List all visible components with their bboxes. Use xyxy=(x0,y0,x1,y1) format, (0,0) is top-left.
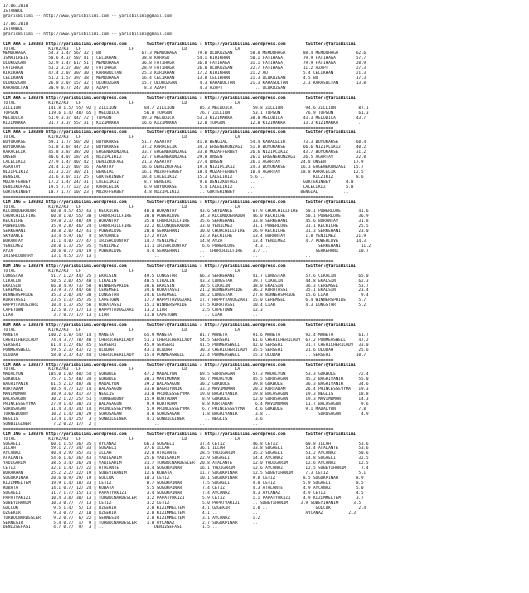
text-line: ILLAH 59.1 2.7/ 34/ 33 | SUGAELI 37.6 ILLAH 36.1 ILLAH 33.8 SUGAELI 53.4 ATALANTE 53.6 xyxy=(3,446,369,451)
text-line: KORATASSI 23.5 1.3/ 35/ 35 | CAPETOWN 17.7 HAPPYTAVUGZARI 17.7 HAPPYTAVUGZARI 15.0 CEREMSEL 6.4 WINNERSPRIDE 5.7 xyxy=(3,298,367,303)
text-line: KIZIMMELTEM 19.9 1.4/ 18/ 33 | CETIZ 8.7 SOGUKPINAR 7.5 SUGAELI 4.8 CETIZ 5.9 SUGAELI 8.5 xyxy=(3,481,364,485)
text-line: LIAR 3.7 0.7/ 17/ 13 | LIAR 11.0 CAPETOWN .. LIAR .. xyxy=(3,313,258,318)
text-line: KUBATA 14.1 0.7/ 12/ 24 | KUBATA 5.5 SOGUKPINAR 7.4 CETIZ 4.3 ATALANTE 4.9 AYCANAZ 5.0 xyxy=(3,485,364,490)
text-line: FATIHAGA 53.2 3.2/ 30/ 30 | FATIHAGA 28.9 FATIHAGA 26.8 ULUKOZGAN 22.7 FATIHAGA 11.2 AZAPT 27.3 xyxy=(3,66,367,71)
text-line: MAVIMUMAN 38.9 3.6/ 41/ 37 | NEGLIS 33.0 PRINCESSEYYMA 19.0 BAGRIYANIK 19.8 BALASAGUN 19.3 NEGLIS 18.8 xyxy=(3,392,369,397)
text-line: =================================================================================================================================== xyxy=(3,258,334,263)
text-line: CIM ARA = 138383 http://yarisbilimi.wordpress.com twitter:@YarisBilimi : http://yarisbilimi.wordpress.com twitter:@YarisBilimi xyxy=(3,41,356,46)
text-line: OZGEKIR 9.3 0.7/ 2/ 10 | OZGEKIR 2.8 KIZIMMELTEM 4.1 .. .. AYCANAZ 2.3 xyxy=(3,510,356,515)
text-line: CIM ARA = 138370 http://yarisbilimi.wordpress.com twitter:@YarisBilimi : http://yarisbilimi.wordpress.com twitter:@YarisBilimi xyxy=(3,95,356,100)
text-line: =================================================================================================================================== xyxy=(3,194,334,199)
text-line: UNSEN 40.6 4.0/ 18/ 24 | NIZIPLIKIZ 22.7 ERGENEKONZAGI 29.8 UNSEN 26.1 ERGENEKONZAGI 26.5 AGARTAY 22.8 xyxy=(3,155,367,160)
text-line: BUYUKAKSE 59.1 1.7/ 50/ 20 | BUYUKAKSE 51.7 AGARTAY 41.8 BENGIAL 54.4 KARACELIK 73.3 BUYUKAKSE 60.4 xyxy=(3,140,367,145)
text-line: TOTAL K1/K2/K3 LF LF LD LA xyxy=(3,367,240,372)
text-line: SUGAELI 11.7 1.7/ 15/ 11 | PAPATYAKIZI 3.4 SOGUKPINAR 7.4 AYCANAZ 4.3 AYCANAZ 4.9 CETIZ 4.5 xyxy=(3,490,364,495)
text-line: TOTAL K1/K2/K3 LF LF LD LA xyxy=(3,100,240,105)
text-line: ISTANBUL xyxy=(3,8,24,13)
text-line: KARABULTAN 30.9 0.7/ 24/ 30 | AZAPT 8.3 AZAPT 4.3 AZAPT .. ULUKOZGAN xyxy=(3,86,359,90)
text-line: =================================================================================================================================== xyxy=(3,357,334,362)
text-line: SONBILGINER 7.2 0.2/ 17/ 2 | .. .. .. xyxy=(3,421,258,426)
text-line: ATALANTE 54.6 1.6/ 36/ 43 | YADIGARIM 25.6 YADIGARIM 22.9 SUGAELI 14.4 AYCANAZ 14.8 SUGAELI 32.5 xyxy=(3,456,369,461)
text-line: PAPATYAKIZI 10.4 3.8/ 30/ 13 | TURBOCNARDESLER 3.2 PAPATYAKIZI 5.9 CETIZ 1.1 PAPATYAKIZI 4.9 KIZIMMELTEM 3.7 xyxy=(3,495,364,500)
text-line: CIM ARA = 138377 http://yarisbilimi.wordpress.com twitter:@YarisBilimi : http://yarisbilimi.wordpress.com twitter:@YarisBilimi xyxy=(3,362,356,367)
text-line: ULUDAH 58.0 2.3/ 43/ 44 | CHERICHERILADY 15.4 PONMEASWELL 22.4 PONMEASWELL 15.3 ULUDAH .. SERSERI 10.7 xyxy=(3,352,367,357)
text-line: 17.06.2018 xyxy=(3,4,29,8)
text-line: 17.06.2018 xyxy=(3,21,29,26)
text-line: IRISHCOUNTRY 13.1 4.5/ 27/ 13 | .. .. .. .. xyxy=(3,253,311,258)
text-line: TURBOCNARDESLER 9.2 0.7/ 6/ 22 | SERNESIR 2.8 KIZIMMELTEM 3.1 AYCANAZ 1.2 xyxy=(3,515,261,520)
text-line: GOKTEKINBEY 10.7 1.7/ 10/ 23 | MUZAFFERBEY 4.8 NIZIPLIKIZ .. GOKTEKINBEY .. BENGIAL .. xyxy=(3,189,349,194)
text-line: BALASAGUN 30.2 1.2/ 25/ 51 | TURNEBOUNY 15.9 KURTADAM 8.9 GOKBULE 12.0 SORUSAGAN 19.3 MAVIMUMAN 14.3 xyxy=(3,397,369,402)
text-line: SUBEYIHANIM 10.3 0.7/ 7/ 13 | CETIZ 3.2 CETIZ 5.0 PAPATYAKIZI .. SUBEYIHANIM 3.9 SUBEYIHANIM 3.5 xyxy=(3,500,361,505)
text-line: CEREMSEL 33.9 3.7/ 44/ 66 | CEREMSEL 34.6 KORATASSI 21.2 WINNERSPRIDE 36.2 KORATASSI 35.1 EKALSIN 23.4 xyxy=(3,288,369,293)
text-line: POWERLOVE 35.9 2.8/ 46/ 24 | CHURCHILLFIRE 32.2 KLCONQUERADOR 33.0 YENILMEZ 31.1 POWERLOVE 31.1 KECKICHE 25.5 xyxy=(3,224,369,229)
text-line: SUGAELI 60.1 1.5/ 36/ 35 | AYCANAZ 66.3 SUGAELI 37.4 CETIZ 46.8 CETIZ 60.8 ILLAH 53.6 xyxy=(3,441,369,446)
text-line: SORUSAGAN 31.4 3.4/ 34/ 14 | PRINCESSEYYMA 5.9 PRINCESSEYYMA 6.7 PRINCESSEYYMA 4.6 GOKBULE 9.1 MADALYON 7.8 xyxy=(3,406,367,411)
text-line: YADIGARIM 38.5 3.4/ 26/ 24 | YADIGARIM 31.7 TURBOCNARDESLER 20.8 ATALANTE 12.0 YADIGARIM 12.6 AYCANAZ 12.5 xyxy=(3,461,369,466)
text-line: =================================================================================================================================== xyxy=(3,125,334,130)
text-line: PONMEASWELL 59.5 2.3/ 43/ 72 | ULUDAH 43.1 ULUDAH 30.3 CHERICHERILADY 35.5 SERSERI 21.6 ULUDAH 25.6 xyxy=(3,347,369,352)
text-line: CELIKHAN 51.2 1.5/ 39/ 38 | MEMDUHAGA 16.4 CELIKHAN 13.8 CELIKHAN 21.3 ULUKOZGAN 4.5 BU 17.3 xyxy=(3,76,367,81)
text-line: SOGUKPINAR 20.6 0.9/ 29/ 19 | GOLCUK 10.3 CETIZ 10.1 SOGUKPINAR 9.8 CETIZ 8.5 SOGUKPINAR 8.9 xyxy=(3,476,364,481)
text-line: MEMDUHAGA 54.3 1.4/ 56/ 32 | BU 67.3 MEMDUHAGA 79.0 ULUKOZGAN 50.8 MEMDUHAGA 88.4 MEMDUHAGA 62.6 xyxy=(3,51,367,56)
text-line: BENGIAL 31.6 3.0/ 11/ 25 | GOKTEKINBEY 10.4 LALELIKIZ 15.3 LALELIKIZ 5.6 .. KILZIKIZ 8.6 xyxy=(3,174,364,179)
text-line: =================================================================================================================================== xyxy=(3,318,334,323)
text-line: CETIZ 32.1 1.4/ 17/ 22 | ATALANTE 14.4 SOGUKPINAR 16.1 YADIGARIM 12.6 AYCANAZ 12.5 SUBEYIHANIM 7.4 xyxy=(3,466,369,471)
text-line: BAGRIYANIK 61.5 2.1/ 48/ 36 | MADALYON 39.2 BALASAGUN 30.2 GOKBULE 39.8 GOKBULE 36.3 BAGRIYANIK 34.6 xyxy=(3,382,369,387)
text-line: SERKEHANI 38.8 2.0/ 42/ 41 | POWERLOVE 28.0 SERKEHANI 30.0 CHURCHILLFIRE 26.9 KECKICHE 31.3 SERKEHANI 23.0 xyxy=(3,229,369,234)
text-line: @YarisBilimi -- http://www.yarisbilimi.com -- yarisbilimi@gmail.com xyxy=(3,13,172,18)
text-line: AGARTAY 24.4 1.2/ 40/ 16 | AGARTAY 16.6 DENIZKOFAGI 19.4 NIZIPLIKIZ 24.3 BUYUKAKSE 16.3 ERGENEKONZAGI 15.7 xyxy=(3,165,364,169)
text-line: LALELIKIZ 27.9 1.4/ 40/ 42 | DENIZKOFAGI 21.3 AGARTAY 27.4 UNSEN 26.1 AGARTAY 24.8 UNSEN 17.9 xyxy=(3,160,364,165)
text-line: CHERICHERILADY 74.4 3.7/ 70/ 48 | CHERICHERILADY 51.1 CHERICHERILADY 54.5 SERSERI 61.6 CHERICHERILADY 67.2 PONMEASWELL 47.2 xyxy=(3,337,369,342)
text-block xyxy=(3,22,526,531)
text-line: KLCONQUERADOR 60.0 4.5/ 45/ 43 | KECKICHE 48.0 BORANTAY 43.6 SKYDANCE 67.9 CHURCHILLFIRE 50.1 POWERLOVE 41.6 xyxy=(3,209,369,214)
text-line: CIM ARA = 138380 http://yarisbilimi.wordpress.com twitter:@YarisBilimi : http://yarisbilimi.wordpress.com twitter:@YarisBilimi xyxy=(3,130,356,135)
text-line: WINNERSPRIDE 35.3 2.0/ 34/ 38 | LONGSTAR 24.6 CEREMSEL 18.2 LONGSTAR 27.8 WINNERSPRIDE 15.6 LIAR 9.4 xyxy=(3,293,369,298)
text-line: MELODICA 51.9 3.3/ 44/ 72 | TOPGUN 49.3 MELODICA 53.3 KIZIMAKKA 38.8 MELODICA 43.3 MELODICA 43.7 xyxy=(3,115,367,120)
text-line: BURAKHAN 25.2 2.2/ 22/ 19 | SUBEYIHANIM 12.6 KUBATA 11.7 SOGUKPINAR 12.5 SUBEYIHANIM 7.3 CETIZ 5.1 xyxy=(3,471,367,476)
text-line: TOTAL K1/K2/K3 LF LF LD LA xyxy=(3,436,240,441)
text-line: =================================================================================================================================== xyxy=(3,426,334,431)
text-line: AYCANAZ 40.4 2.9/ 35/ 31 | ILLAH 32.8 ATALANTE 28.5 YADIGARIM 35.2 SUGAELI 51.2 AYCANAZ 50.6 xyxy=(3,451,369,456)
text-line: CIM ING = 138382 http://yarisbilimi.wordpress.com twitter:@YarisBilimi : http://yarisbilimi.wordpress.com twitter:@YarisBilimi xyxy=(3,199,356,204)
text-line: LONGSTAR 51.7 1.2/ 44/ 25 | EKALSIN 49.5 LONGSTAR 66.3 SERKEHANI 41.7 LONGSTAR 57.6 CIKALIN 65.0 xyxy=(3,273,369,278)
text-line: TURNEBOUNY 10.2 1.4/ 28/ 29 | SORUSAGAN 4.8 SORUSAGAN 1.8 BAGRIYANIK 3.8 .. SORUSAGAN 4.9 xyxy=(3,411,369,416)
text-line: CIKALIN 50.5 2.0/ 45/ 48 | CIKALIN 40.5 CIKALIN 43.3 LONGSTAR 39.7 CIKALIN 44.8 EKALSIN 62.3 xyxy=(3,278,369,283)
text-line: DENIZKOFAGI 19.5 7.7/ 12/ 23 | KARACELIK 6.9 BUYUKAKSE 5.4 LALELIKIZ .. LALELIKIZ 5.8 xyxy=(3,184,354,189)
text-line: AYZA 20.6 0.7/ 24/ 19 | POWERLOVE 4.4 SERKEHANI .. CHURCHILLFIRE 3.7 .. SERKEHANI 10.7 xyxy=(3,248,369,253)
text-line: MANETA 140.2 1.8/ 54/ 14 | MANETA 65.9 MANETA 81.7 MANETA 91.6 MANETA 92.4 MANETA 61.7 xyxy=(3,332,369,337)
text-line: BUYUKAKSE 51.8 3.0/ 44/ 23 | BUYUKAKSE 37.2 KARACELIK 34.3 ERGENEKONZAGI 51.8 BUYUKAKSE 66.6 NIZIPLIKIZ 40.2 xyxy=(3,145,367,150)
text-line: MUZAFFERBEY 17.2 1.4/ 24/ 31 | LALELIKIZ 8.7 BENGIAL 9.6 DENIZKOFAGI .. GOKTEKINBEY 4.0 xyxy=(3,179,354,184)
text-line: ZILLION 141.8 1.5/ 55/ 92 | ZILLION 84.7 ZILLION 85.3 MELODICA 59.8 ZILLION 94.6 ZILLION 87.1 xyxy=(3,105,369,110)
text-line: @YarisBilimi -- http://www.yarisbilimi.com -- yarisbilimi@gmail.com xyxy=(3,31,172,36)
text-line: TOTAL K1/K2/K3 LF LF LD LA xyxy=(3,46,240,51)
text-line: EKALSIN 66.8 4.9/ 73/ 58 | WINNERSPRIDE 38.6 EKALSIN 30.5 CIKALIN 38.0 EKALSIN 36.3 CEREMSEL 53.7 xyxy=(3,283,369,288)
text-line: CHURCHILLFIRE 60.8 1.0/ 55/ 38 | CHURCHILLFIRE 38.0 POWERLOVE 34.3 KLCONQUERADOR 46.0 KECKICHE 50.1 POWERLOVE 36.9 xyxy=(3,214,369,219)
text-line: MADALYON 105.0 1.0/ 40/ 54 | GOKBULE 47.2 MADALYON 69.5 SORUSAGAN 57.3 MADALYON 53.3 GOKBULE 72.4 xyxy=(3,372,369,377)
text-line: ULUKOZGAN 52.9 1.4/ 61/ 51 | MEMDUHAGA 36.8 FATIHAGA 36.8 FATIHAGA 31.1 FATIHAGA 79.9 FATIHAGA 28.9 xyxy=(3,61,367,66)
text-line: SERSERI 61.4 1.2/ 46/ 45 | SERSERI 45.9 SERSERI 41.5 PONMEASWELL 42.0 SERSERI 31.7 CHERICHERILADY 33.0 xyxy=(3,342,369,347)
text-line: KURTADAM 40.5 4.7/ 12/ 14 | BALASAGUN 33.8 BAGRIYANIK 33.3 MAVIMUMAN 20.2 KURTADAM 26.4 PRINCESSEYYMA 19.3 xyxy=(3,387,369,392)
text-line: TOTAL K1/K2/K3 LF LF LD LA xyxy=(3,327,240,332)
text-line: ISTANBUL xyxy=(3,26,24,31)
text-line: KARACELIK 45.8 3.8/ 38/ 20 | ERGENEKONZAGI 33.7 ERGENEKONZAGI 33.8 MUZAFFERBEY 26.6 NIZIPLIKIZ 43.7 BUYUKAKSE 31.2 xyxy=(3,150,367,155)
text-line: TOTAL K1/K2/K3 LF LF LD LA xyxy=(3,268,240,273)
text-line: KECKICHE 59.8 2.3/ 48/ 49 | BORANTAY 35.8 CHURCHILLFIRE 35.6 SERKEHANI 33.8 SERKEHANI 45.6 BORANTAY 31.8 xyxy=(3,219,369,224)
text-line: NEGLIS 13.4 1.4/ 25/ 3 | SONBILGINER 4.1 GONBILGINER .. NEGLIS 3.6 xyxy=(3,416,263,421)
text-line: NIZIPLIKIZ 31.3 2.2/ 30/ 21 | BENGIAL 16.1 MUZAFFERBEY 18.4 MUZAFFERBEY 10.4 AGARTAY 18.8 KARACELIK 12.5 xyxy=(3,169,364,174)
text-block xyxy=(3,4,526,19)
text-line: SERNESIR 5.4 0.7/ 1/ 9 | TURBOCNARDESLER 1.8 AYCANAZ 2.7 SOGUKPINAR .. xyxy=(3,520,258,525)
text-line: DENIZSEFASI 4.7 0.7/ 9/ 3 | .. DENIZSEFASI 1.5 .. xyxy=(3,525,218,530)
text-line: ULUKOZGAN 26.8 2.0/ 15/ 32 | ULUKOZGAN 15.7 ULUKOZGAN 4.3 KARABULTAN 21.3 KARASULTAN 2.3 KARASULTAN 13.8 xyxy=(3,81,367,86)
text-line: GOKBULE 75.7 1.5/ 40/ 34 | GOKBULE 30.1 MAVIMUMAN 50.7 MADALYON 45.5 SORUSAGAN 45.2 BAGRIYANIK 55.0 xyxy=(3,377,369,382)
text-line: BORANTAY 31.1 4.0/ 27/ 47 | IRISHCOUNTRY 14.7 YENILMEZ 14.8 AYZA 13.4 YENILMEZ 4.7 POWERLOVE 14.3 xyxy=(3,239,367,244)
text-line: SKYDANCE 33.4 5.9/ 16/ 4 | SKYDANCE 17.2 AYZA 23.3 KECKICHE 13.4 BORANTAY 1.8 YENILMEZ 21.9 xyxy=(3,234,367,239)
text-line: CAPETOWN 12.5 0.7/ 17/ 13 | HAPPYTAVUGZARI 13.2 LIAR 2.5 CAPETOWN 12.3 xyxy=(3,308,263,313)
text-line: KIZIMAKKA 31.7 3.3/ 55/ 31 | KIZIMAKKA 16.6 KIZIMAKKA 12.0 TOPGUN 12.0 KIZIMAKKA 13.3 KIZIMAKKA . xyxy=(3,120,361,125)
text-line: KIRIKHAN 47.4 2.0/ 30/ 30 | KARABULTAN 25.3 KIRIKHAN 17.2 KIRIKHAN 21.2 AU 5.4 CELIKHAN 21.3 xyxy=(3,71,367,76)
text-line: PRINCESSEYYMA 27.9 1.4/ 30/ 23 | BALASAGUN 9.9 KURTADAM 8.8 KURTADAM 6.4 MAVIMUMAN 11.7 BALASAGUN 9.6 xyxy=(3,402,369,406)
text-line: KUM ING = 138379 http://yarisbilimi.wordpress.com twitter:@YarisBilimi : http://yarisbilimi.wordpress.com twitter:@YarisBilimi xyxy=(3,263,356,268)
text-line: TOTAL K1/K2/K3 LF LF LD LA xyxy=(3,135,240,140)
text-line: KUM ARA = 138378 http://yarisbilimi.wordpress.com twitter:@YarisBilimi : http://yarisbilimi.wordpress.com twitter:@YarisBilimi xyxy=(3,323,356,327)
text-line: TOTAL K1/K2/K3 LF LF LD LA xyxy=(3,204,240,209)
text-line: YENILMEZ 28.0 1.3/ 25/ 35 | YENILMEZ 11.1 IRISHCOUNTRY 6.6 POWERLOVE 4.3 .. SERKEHANI 11.2 xyxy=(3,244,372,248)
text-line: GOLCUK 9.5 1.4/ 5/ 13 | OZGEKIR 2.8 KIZIMMELTEM 4.1 OZGEKIR 1.0 .. GOLCUK 2.4 xyxy=(3,505,367,510)
text-line: TOPGUN 119.6 1.4/ 48/ 65 | MELODICA 56.8 TOPGUN 76.7 ZILLION 53.1 TOPGUN 76.9 TOPGUN 61.3 xyxy=(3,110,369,115)
text-line: =================================================================================================================================== xyxy=(3,90,334,95)
text-line: HAPPYTAVUGZARI 10.4 1.3/ 35/ 56 | KORATASSI 15.1 WINNERSPRIDE 17.5 KORATASSI 10.4 LIAR 4.3 LONGSTAR 5.2 xyxy=(3,303,367,308)
text-line: CIM ING = 138376 http://yarisbilimi.wordpress.com twitter:@YarisBilimi : http://yarisbilimi.wordpress.com twitter:@YarisBilimi xyxy=(3,431,356,436)
text-line: ISMAILREIS 58.6 4.3/ 58/ 41 | CELIKHAN 38.8 KARASU 54.1 KIRIKHAN 50.1 FATIHAGA 79.9 FATIHAGA 57.7 xyxy=(3,56,367,61)
